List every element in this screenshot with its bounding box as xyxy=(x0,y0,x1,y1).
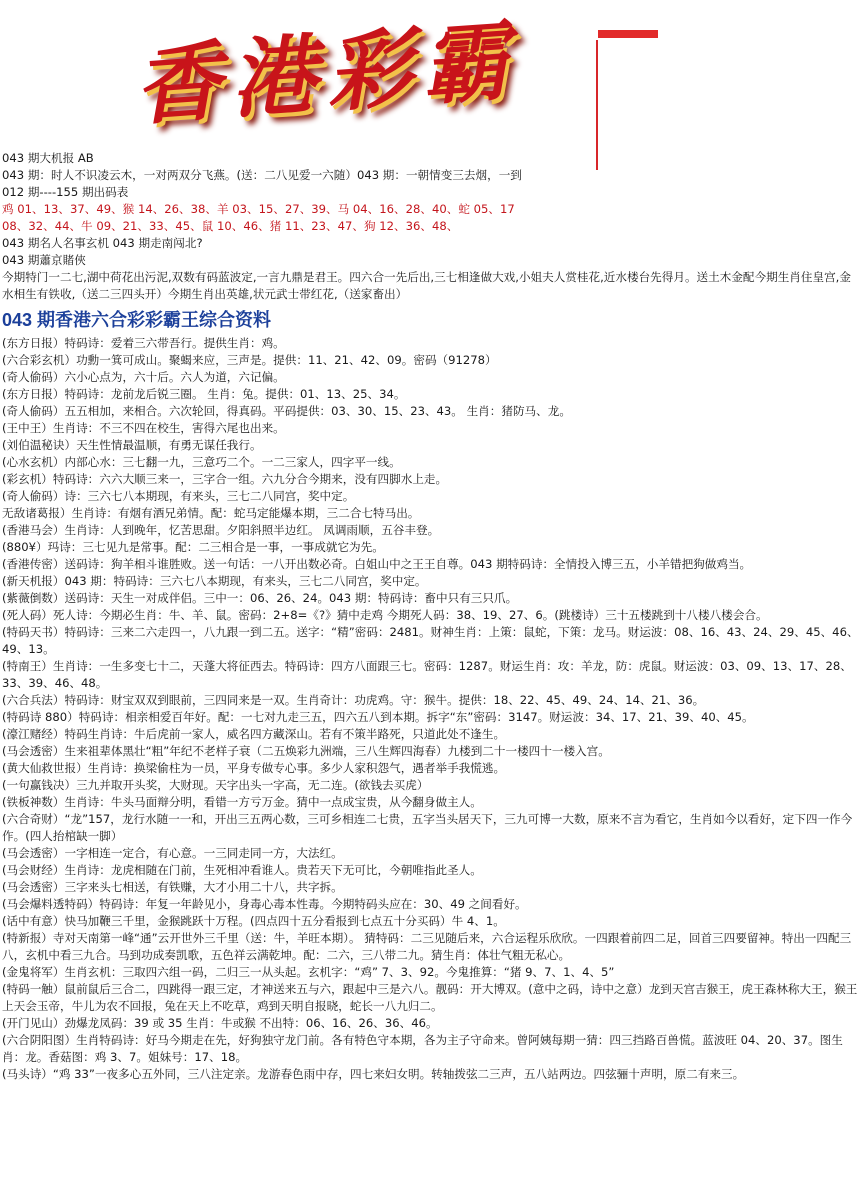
list-item: 无敌诸葛报）生肖诗：有烟有酒兄弟情。配：蛇马定能爆本期，三二合七特马出。 xyxy=(2,506,420,520)
list-item: (新天机报）043 期：特码诗：三六七八本期现，有来头，三七二八同宫，奖中定。 xyxy=(2,574,427,588)
banner-title: 香港彩霸 xyxy=(131,10,522,138)
zodiac-number-line: 鸡 01、13、37、49、猴 14、26、38、羊 03、15、27、39、马 04、16、28、40、蛇 05、17 xyxy=(2,202,515,216)
list-item: (马会透密）一字相连一定合，有心意。一三同走同一方，大法红。 xyxy=(2,846,343,860)
list-item: (心水玄机）内部心水：三七翻一九，三意巧二个。一二三家人，四字平一线。 xyxy=(2,455,401,469)
text-line: 043 期名人名事玄机 043 期走南闯北? xyxy=(2,236,203,250)
list-item: (奇人偷码）五五相加，来相合。六次轮回，得真码。平码提供：03、30、15、23、43。 生肖：猪防马、龙。 xyxy=(2,404,571,418)
text-line: 043 期大机报 AB xyxy=(2,151,94,165)
list-item: (奇人偷码）六小心点为，六十后。六人为道，六记偏。 xyxy=(2,370,285,384)
list-item: (特南王）生肖诗：一生多变七十二，天蓬大将征西去。特码诗：四方八面跟三七。密码：1287。财运生肖：攻：羊龙，防：虎鼠。财运波：03、09、13、17、28、33、39、46、48。 xyxy=(2,659,852,690)
list-item: (马会财经）生肖诗：龙虎相随在门前，生死相冲看谁人。贵若天下无可比，今朝唯指此圣人。 xyxy=(2,863,482,877)
banner-decoration xyxy=(598,30,658,38)
text-line: 043 期：时人不识凌云木，一对两双分飞燕。(送：二八见爱一六随）043 期：一朝情变三去烟，一到 xyxy=(2,168,522,182)
list-item: (马头诗）“鸡 33”一夜多心五外同，三八注定亲。龙游春色雨中存，四七来妇女明。转轴拨弦二三声，五八站两边。四弦骊十声明，原二有来三。 xyxy=(2,1067,745,1081)
list-item: (马会透密）三字来头七相送，有铁赚，大才小用二十八，共字拆。 xyxy=(2,880,343,894)
list-item: (六合彩玄机）功勳一箕可成山。聚蝎来应，三声是。提供：11、21、42、09。密码（91278） xyxy=(2,353,497,367)
list-item: (香港马会）生肖诗：人到晚年，忆苦思甜。夕阳斜照半边红。 凤调雨顺，五谷丰登。 xyxy=(2,523,440,537)
list-item: (彩玄机）特码诗：六六大顺三来一，三字合一组。六九分合今期来，没有四脚水上走。 xyxy=(2,472,448,486)
list-item: (东方日报）特码诗：龙前龙后锐三圈。 生肖：兔。提供：01、13、25、34。 xyxy=(2,387,406,401)
list-item: (马会透密）生来祖辈体黑壮“粗”年纪不老样子衰（二五焕彩九洲端，三八生辉四海春）九楼到二十一楼四十一楼入宫。 xyxy=(2,744,610,758)
list-item: (黄大仙救世报）生肖诗：换梁偷柱为一员，平身专做专心事。多少人家积怨气，遇者举手我慌逃。 xyxy=(2,761,506,775)
list-item: (特码诗 880）特码诗：相亲相爱百年好。配：一七对九走三五，四六五八到本期。拆字“东”密码：3147。财运波：34、17、21、39、40、45。 xyxy=(2,710,754,724)
list-item: (奇人偷码）诗：三六七八本期现，有来头，三七二八同宫，奖中定。 xyxy=(2,489,355,503)
document-body xyxy=(2,150,860,1083)
list-item: (刘伯温秘诀）天生性情最温顺，有勇无谋任我行。 xyxy=(2,438,262,452)
list-item: (特码一触）鼠前鼠后三合二，四跳得一跟三定，才神送来五与六，跟起中三是六八。靓码：开大博双。(意中之码，诗中之意）龙到天宫吉猴王，虎王森林称大王，猴王上天会玉帝，牛儿为农不回报，兔在天上不吃草，鸡到天明自报晓，蛇长一八九归二。 xyxy=(2,982,858,1013)
list-item: (马会爆料透特码）特码诗：年复一年龄见小，身毒心毒本性毒。今期特码头应在：30、49 之间看好。 xyxy=(2,897,527,911)
section-heading: 043 期香港六合彩彩霸王综合资料 xyxy=(2,310,272,330)
list-item: (特新报）寺对天南第一峰“通”云开世外三千里（送：牛，羊旺本期）。 猜特码：二三见随后来，六合运程乐欣欣。一四跟着前四二足，回首三四要留神。特出一四配三八，玄机中看三九合。马到功成奏凯歌，五色祥云满乾坤。配：二六，三八带二九。猜生肖：体壮气粗无私心。 xyxy=(2,931,852,962)
list-item: (话中有意）快马加鞭三千里，金猴跳跃十万程。(四点四十五分看报到七点五十分买码）牛 4、1。 xyxy=(2,914,505,928)
list-item: (紫薇倒数）送码诗：天生一对成伴侣。三中一：06、26、24。043 期：特码诗：畜中只有三只爪。 xyxy=(2,591,518,605)
list-item: (一句赢钱决）三九并取开头奖，大财现。天字出头一字高，无二连。(欲钱去买虎） xyxy=(2,778,429,792)
list-item: (六合奇财）“龙”157，龙行水随一一和，开出三五两心数，三可乡相连二七贵，五字当头居天下，三九可博一大数，原来不言为看它，生肖如今以看好，定下四一作今作。(四人抬棺缺一脚） xyxy=(2,812,853,843)
banner xyxy=(0,0,863,150)
list-item: (六合兵法）特码诗：财宝双双到眼前，三四同来是一双。生肖奇计：功虎鸡。守：猴牛。提供：18、22、45、49、24、14、21、36。 xyxy=(2,693,705,707)
list-item: (铁板神数）生肖诗：牛头马面辩分明，看错一方亏万金。猜中一点成宝贵，从今翻身做主人。 xyxy=(2,795,482,809)
text-line: 043 期蕭京賭俠 xyxy=(2,253,86,267)
list-item: (东方日报）特码诗：爱着三六带吾行。提供生肖：鸡。 xyxy=(2,336,285,350)
list-item: (六合阴阳图）生肖特码诗：好马今期走在先，好狗独守龙门前。各有特色守本期，各为主子守命来。曾阿姨每期一猜：四三挡路百兽慌。蓝波旺 04、20、37。图生肖：龙。香菇图：鸡 3、7。姐妹号：17、18。 xyxy=(2,1033,843,1064)
list-item: (濠江赌经）特码生肖诗：牛后虎前一家人，威名四方藏深山。若有不策半路死，只道此处不逢生。 xyxy=(2,727,506,741)
entry-list xyxy=(2,335,860,1083)
text-line: 012 期----155 期出码表 xyxy=(2,185,129,199)
list-item: (王中王）生肖诗：不三不四在校生，害得六尾也出来。 xyxy=(2,421,285,435)
list-item: (死人码）死人诗：今期必生肖：牛、羊、鼠。密码：2+8=《?》猜中走鸡 今期死人码：38、19、27、6。(跳楼诗）三十五楼跳到十八楼八楼会合。 xyxy=(2,608,768,622)
poem-paragraph: 今期特门一二七,湖中荷花出污泥,双数有码蓝波定,一言九鼎是君王。四六合一先后出,三七相逢做大戏,小姐夫人赏桂花,近水楼台先得月。送土木金配今期生肖住皇宫,金水相生有铁收,（送二三四头开）今期生肖出英雄,状元武士带红花,（送家畜出） xyxy=(2,270,851,301)
list-item: (香港传密）送码诗：狗羊相斗谁胜败。送一句话：一八开出数必奇。白姐山中之王王自尊。043 期特码诗：全情投入博三五，小羊错把狗做鸡当。 xyxy=(2,557,752,571)
list-item: (金鬼将军）生肖玄机：三取四六组一码，二归三一从头起。玄机字：“鸡” 7、3、92。今鬼推算：“猪 9、7、1、4、5” xyxy=(2,965,615,979)
list-item: (开门见山）劲爆龙凤码：39 或 35 生肖：牛或猴 不出特：06、16、26、36、46。 xyxy=(2,1016,438,1030)
list-item: (特码天书）特码诗：三来二六走四一，八九跟一到二五。送字：“精”密码：2481。财神生肖：上策：鼠蛇，下策：龙马。财运波：08、16、43、24、29、45、46、49、13。 xyxy=(2,625,859,656)
zodiac-number-line: 08、32、44、牛 09、21、33、45、鼠 10、46、猪 11、23、47、狗 12、36、48、 xyxy=(2,219,459,233)
list-item: (880¥）玛诗：三七见九是常事。配：二三相合是一事，一事成就它为先。 xyxy=(2,540,384,554)
